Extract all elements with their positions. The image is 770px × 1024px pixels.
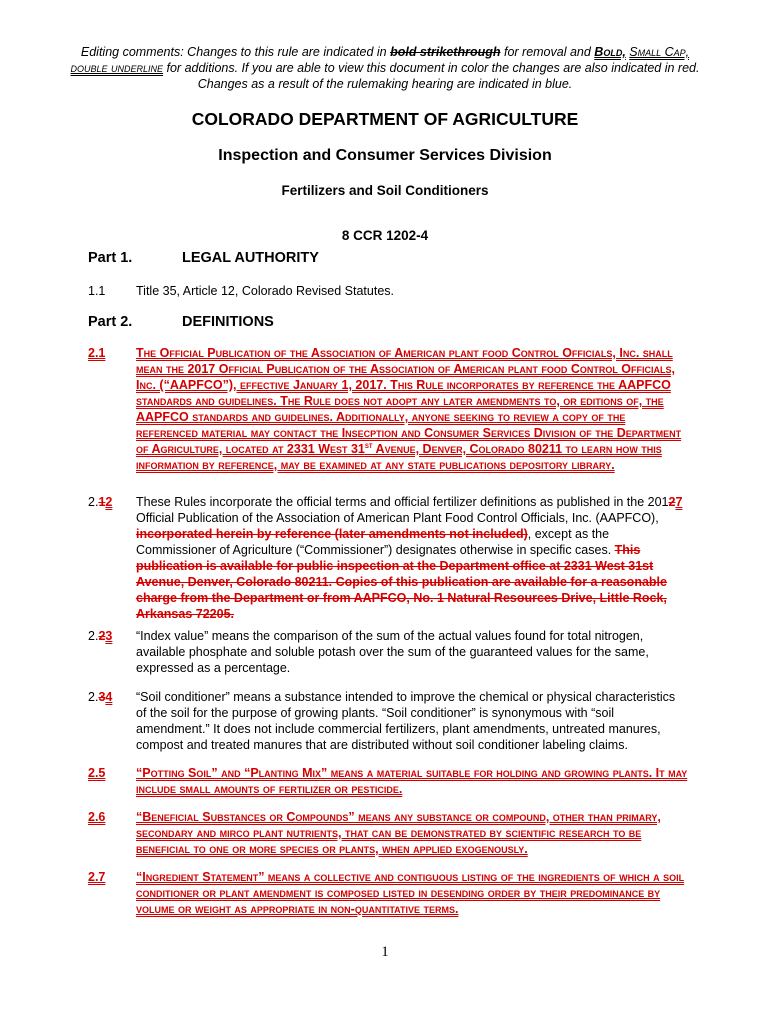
part-2-number: Part 2. — [88, 314, 133, 330]
section-2-3-number — [88, 628, 134, 644]
section-2-1-text — [136, 345, 688, 473]
section-2-4-num-added: 4 — [105, 690, 113, 704]
section-2-2-text-b: Official Publication of the Association of American Plant Food Control Officials, Inc. (AAPFCO), — [136, 511, 659, 525]
section-2-1-superscript: st — [364, 440, 373, 450]
section-2-2-text-c: , except as the Commissioner of Agriculture (“Commissioner”) designates otherwise in specific cases. — [136, 527, 615, 557]
section-2-4-num-deleted: 3 — [98, 690, 106, 704]
section-2-7-number: 2.7 — [88, 870, 106, 884]
section-2-5-number: 2.5 — [88, 766, 106, 780]
bold-example: Bold, — [594, 45, 626, 59]
subject-title: Fertilizers and Soil Conditioners — [281, 183, 489, 198]
section-2-3-num-added: 3 — [105, 629, 113, 643]
section-2-2-num-added: 2 — [105, 495, 113, 509]
section-2-6-number: 2.6 — [88, 810, 106, 824]
section-2-3-text: “Index value” means the comparison of the sum of the actual values found for total nitrogen, available phosphate and soluble potash over the sum of the guaranteed values for the same, expressed as a percentage. — [136, 629, 649, 675]
section-2-2-number — [88, 494, 134, 510]
section-2-3-num-deleted: 2 — [98, 629, 106, 643]
editing-note-intro: Editing comments: Changes to this rule are indicated in — [80, 45, 391, 59]
section-1-1-number: 1.1 — [88, 284, 106, 298]
editing-note-mid: for removal and — [500, 45, 595, 59]
part-2-title: DEFINITIONS — [182, 314, 274, 330]
section-2-2-num-prefix: 2. — [88, 495, 99, 509]
section-2-2-deleted-sentence: This publication is available for public inspection at the Department office at 2331 West 31st Avenue, Denver, Colorado 80211. Copies of this publication are available for a reasonable charge from the Department or from AAPFCO, No. 1 Natural Resources Drive, Little Rock, Arkansas 72205. — [136, 543, 667, 621]
section-2-5-text: “Potting Soil” and “Planting Mix” means a material suitable for holding and growing plants. It may include small amounts of fertilizer or pesticide. — [136, 766, 688, 796]
section-2-1-number: 2.1 — [88, 346, 106, 360]
department-title: COLORADO DEPARTMENT OF AGRICULTURE — [191, 109, 579, 129]
small-cap-example: Small Cap, double underline — [70, 45, 690, 75]
section-2-2-text-a: These Rules incorporate the official terms and official fertilizer definitions as published in the 201 — [136, 495, 669, 509]
section-2-1-text-a: The Official Publication of the Association of American plant food Control Officials, Inc. shall mean the 2017 Official Publication of the Association of American plant food Control Officials, Inc. (“AAPFCO”), effective January 1, 2017. This Rule incorporates by reference the AAPFCO standards and guidelines. The Rule does not adopt any later amendments to, or editions of, the AAPFCO standards and guidelines. Additionally, anyone seeking to review a copy of the referenced material may contact the Insecption and Consumer Services Division of the Department of Agriculture, located at 2331 West 31 — [136, 346, 682, 456]
section-2-7-text: “Ingredient Statement” means a collective and contiguous listing of the ingredients of which a soil conditioner or plant amendment is composed listed in desending order by their predominance by volume or weight as appropriate in non-quantitative terms. — [136, 870, 685, 916]
section-2-3-num-prefix: 2. — [88, 629, 99, 643]
section-2-2-year-added: 7 — [675, 495, 683, 509]
editing-comments-note — [70, 44, 700, 92]
section-2-2-deleted-clause: incorporated herein by reference (later amendments not included) — [136, 527, 528, 541]
part-1-title: LEGAL AUTHORITY — [182, 250, 319, 266]
editing-note-end: for additions. If you are able to view this document in color the changes are also indicated in red. Changes as a result of the rulemaking hearing are indicated in blue. — [163, 61, 700, 91]
section-2-1-text-b: Avenue, Denver, Colorado 80211 to learn how this information by reference, may be examined at any state publications depository library. — [136, 442, 662, 472]
division-title: Inspection and Consumer Services Division — [218, 147, 552, 164]
section-2-4-number — [88, 689, 134, 705]
section-2-6-text: “Beneficial Substances or Compounds” means any substance or compound, other than primary, secondary and mirco plant nutrients, that can be demonstrated by scientific research to be beneficial to one or more species or plants, when applied exogenously. — [136, 810, 661, 856]
section-2-4-text: “Soil conditioner” means a substance intended to improve the chemical or physical characteristics of the soil for the purpose of growing plants. “Soil conditioner” is synonymous with “soil amendment.” It does not include commercial fertilizers, plant amendments, untreated manures, compost and treated manures that are distributed without soil conditioner labeling claims. — [136, 690, 676, 752]
section-2-2-text — [136, 494, 688, 622]
section-2-4-num-prefix: 2. — [88, 690, 99, 704]
strikethrough-example: bold strikethrough — [390, 45, 501, 59]
section-2-2-year-deleted: 2 — [668, 495, 676, 509]
section-2-2-num-deleted: 1 — [98, 495, 106, 509]
page-number: 1 — [381, 944, 389, 960]
section-1-1-text: Title 35, Article 12, Colorado Revised Statutes. — [136, 284, 395, 298]
part-1-number: Part 1. — [88, 250, 133, 266]
regulation-citation: 8 CCR 1202-4 — [341, 228, 429, 243]
